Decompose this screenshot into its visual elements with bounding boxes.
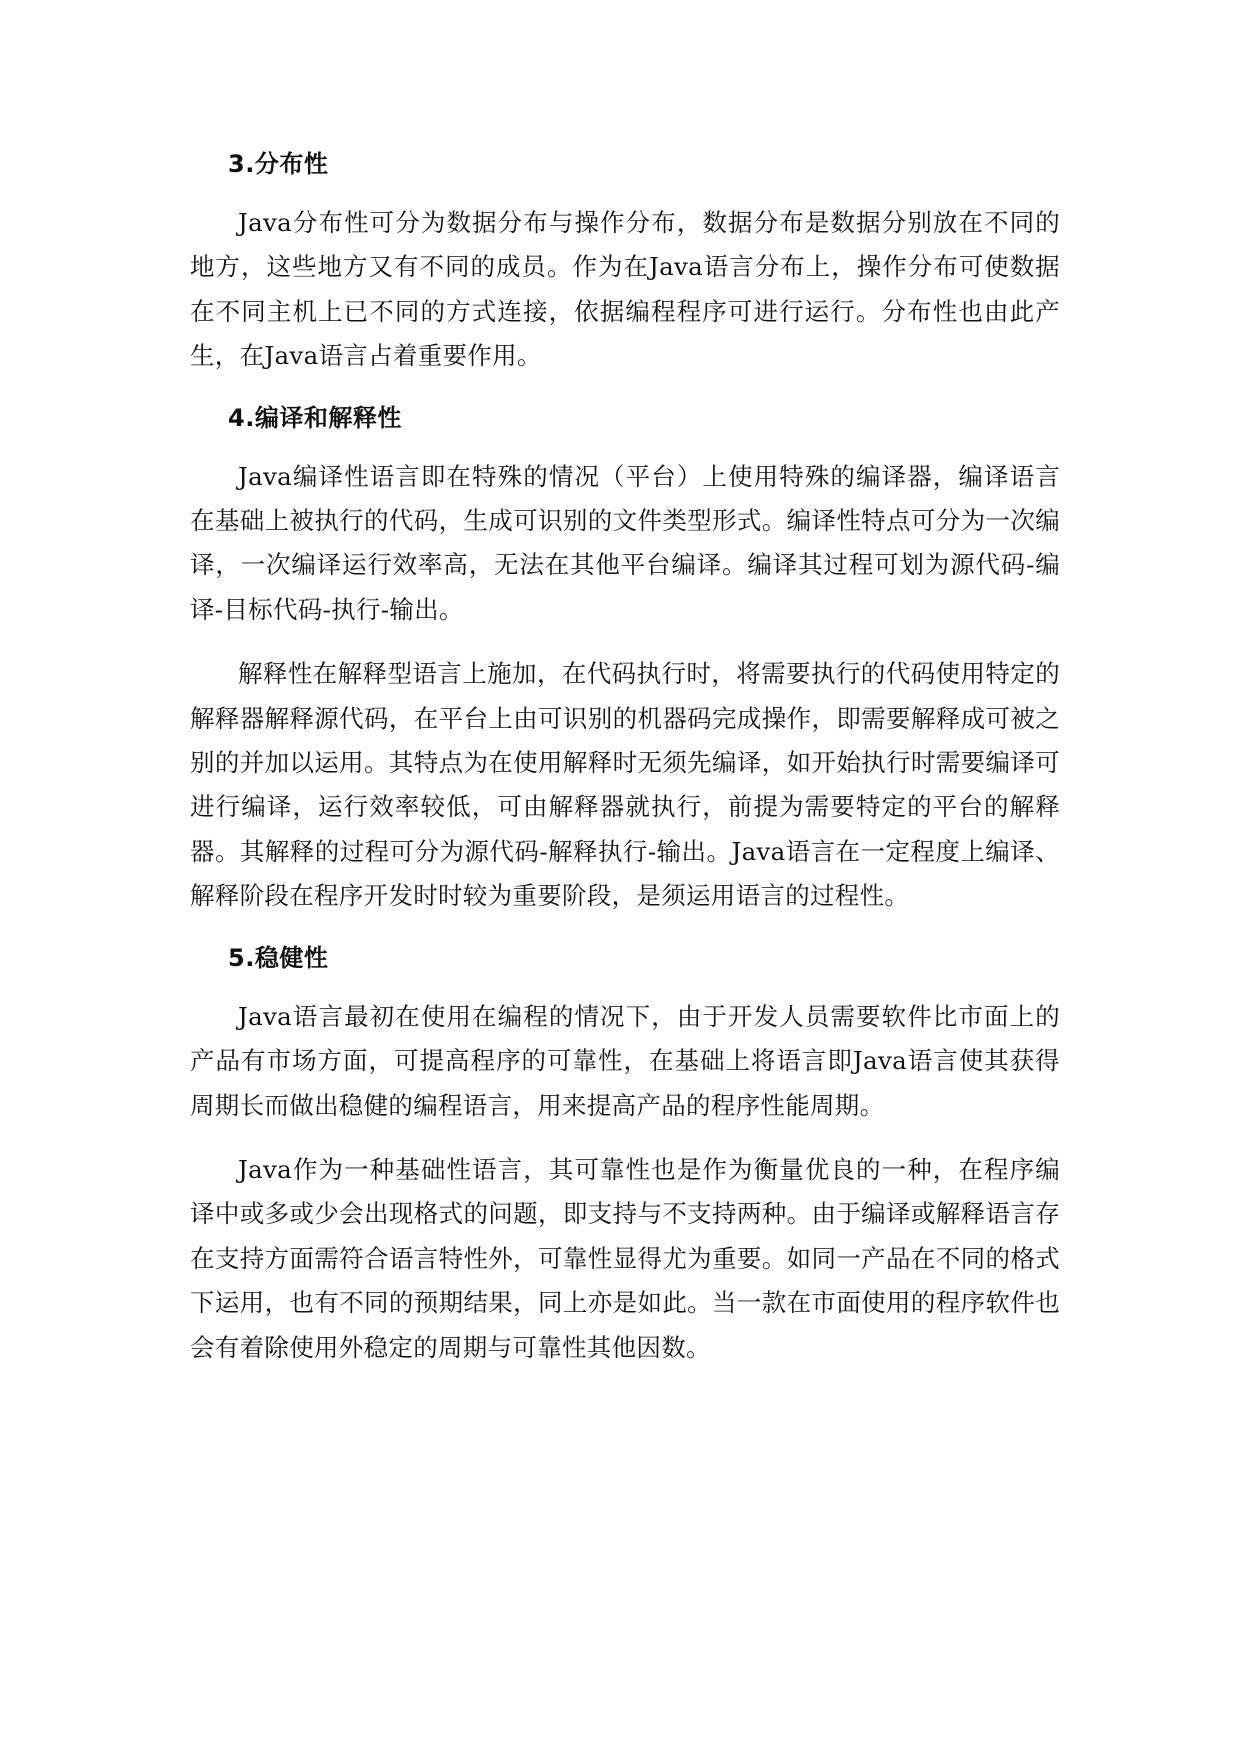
paragraph-distribution: Java分布性可分为数据分布与操作分布，数据分布是数据分别放在不同的地方，这些地方又有不同的成员。作为在Java语言分布上，操作分布可使数据在不同主机上已不同的方式连接，依据编程程序可进行运行。分布性也由此产生，在Java语言占着重要作用。 xyxy=(190,208,1060,371)
paragraph-robustness-1: Java语言最初在使用在编程的情况下，由于开发人员需要软件比市面上的产品有市场方面，可提高程序的可靠性，在基础上将语言即Java语言使其获得周期长而做出稳健的编程语言，用来提高产品的程序性能周期。 xyxy=(190,1001,1060,1120)
document-page xyxy=(190,145,1060,1390)
paragraph-interpret: 解释性在解释型语言上施加，在代码执行时，将需要执行的代码使用特定的解释器解释源代码，在平台上由可识别的机器码完成操作，即需要解释成可被之别的并加以运用。其特点为在使用解释时无须先编译，如开始执行时需要编译可进行编译，运行效率较低，可由解释器就执行，前提为需要特定的平台的解释器。其解释的过程可分为源代码-解释执行-输出。Java语言在一定程度上编译、解释阶段在程序开发时时较为重要阶段，是须运用语言的过程性。 xyxy=(190,659,1060,911)
section-heading-distribution: 3.分布性 xyxy=(228,150,329,178)
paragraph-compile: Java编译性语言即在特殊的情况（平台）上使用特殊的编译器，编译语言在基础上被执行的代码，生成可识别的文件类型形式。编译性特点可分为一次编译，一次编译运行效率高，无法在其他平台编译。编译其过程可划为源代码-编译-目标代码-执行-输出。 xyxy=(190,461,1060,624)
section-heading-compile-interpret: 4.编译和解释性 xyxy=(228,403,402,432)
paragraph-robustness-2: Java作为一种基础性语言，其可靠性也是作为衡量优良的一种，在程序编译中或多或少会出现格式的问题，即支持与不支持两种。由于编译或解释语言存在支持方面需符合语言特性外，可靠性显得尤为重要。如同一产品在不同的格式下运用，也有不同的预期结果，同上亦是如此。当一款在市面使用的程序软件也会有着除使用外稳定的周期与可靠性其他因数。 xyxy=(190,1154,1060,1362)
section-heading-robustness: 5.稳健性 xyxy=(228,943,329,972)
